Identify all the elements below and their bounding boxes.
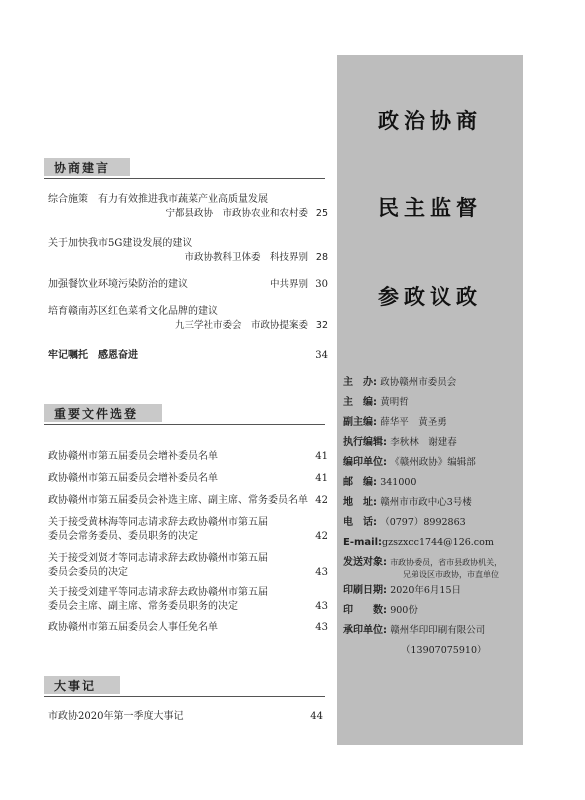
info-row xyxy=(343,601,518,621)
toc-page: 42 xyxy=(315,531,328,542)
slogan: 民主监督 xyxy=(378,196,482,220)
toc-author: 市政协教科卫体委 科技界别 xyxy=(184,252,308,263)
publication-info xyxy=(343,373,518,661)
toc-page: 41 xyxy=(315,451,328,462)
slogan: 政治协商 xyxy=(378,109,482,133)
toc-item[interactable] xyxy=(48,278,328,292)
toc-page: 43 xyxy=(315,601,328,612)
toc-page: 32 xyxy=(315,320,328,331)
toc-page: 25 xyxy=(315,208,328,219)
info-row xyxy=(343,433,518,453)
divider xyxy=(44,178,325,179)
toc-title: 委员会主席、副主席、常务委员职务的决定 xyxy=(48,601,238,612)
toc-item[interactable] xyxy=(48,710,323,724)
info-value: 900份 xyxy=(390,605,418,616)
info-row xyxy=(343,493,518,513)
toc-page: 42 xyxy=(315,495,328,506)
toc-item[interactable] xyxy=(48,516,328,544)
toc-item[interactable] xyxy=(48,586,328,614)
info-key: 主 编: xyxy=(343,397,377,408)
section-title: 大事记 xyxy=(54,678,97,693)
section-header-docs xyxy=(44,404,162,422)
info-value: 薛华平 黄圣勇 xyxy=(380,417,447,428)
info-row xyxy=(343,453,518,473)
toc-title: 关于接受黄林海等同志请求辞去政协赣州市第五届 xyxy=(48,517,268,528)
info-value: 《赣州政协》编辑部 xyxy=(390,457,476,468)
info-value: 兄弟设区市政协，市直单位 xyxy=(403,570,499,579)
info-row xyxy=(343,533,518,553)
toc-item[interactable] xyxy=(48,305,328,333)
info-value: 赣州市市政中心3号楼 xyxy=(380,497,472,508)
toc-item[interactable] xyxy=(48,552,328,580)
slogan: 参政议政 xyxy=(378,285,482,309)
toc-title: 政协赣州市第五届委员会增补委员名单 xyxy=(48,473,218,484)
info-key: 副主编: xyxy=(343,417,377,428)
toc-title: 政协赣州市第五届委员会增补委员名单 xyxy=(48,451,218,462)
info-value: gzszxcc1744@126.com xyxy=(382,537,494,548)
info-value: 市政协委员，省市县政协机关， xyxy=(390,558,503,567)
toc-title: 委员会委员的决定 xyxy=(48,567,128,578)
toc-page: 41 xyxy=(315,473,328,484)
toc-page: 43 xyxy=(315,622,328,633)
info-key: 主 办: xyxy=(343,377,377,388)
toc-author: 宁都县政协 市政协农业和农村委 xyxy=(165,208,308,219)
toc-title: 加强餐饮业环境污染防治的建议 xyxy=(48,279,188,290)
info-key: E-mail: xyxy=(343,537,383,548)
toc-title: 综合施策 有力有效推进我市蔬菜产业高质量发展 xyxy=(48,194,268,205)
toc-title: 关于接受刘贤才等同志请求辞去政协赣州市第五届 xyxy=(48,553,268,564)
info-row xyxy=(343,581,518,601)
section-header-consult xyxy=(44,158,130,176)
section-title: 协商建言 xyxy=(54,160,111,175)
info-value: 2020年6月15日 xyxy=(390,585,461,596)
toc-page: 28 xyxy=(315,252,328,263)
info-value: 政协赣州市委员会 xyxy=(380,377,457,388)
section-title: 重要文件选登 xyxy=(54,406,139,421)
toc-page: 34 xyxy=(315,350,328,361)
info-row xyxy=(343,513,518,533)
toc-title: 政协赣州市第五届委员会人事任免名单 xyxy=(48,622,218,633)
toc-page: 43 xyxy=(315,567,328,578)
toc-title: 牢记嘱托 感恩奋进 xyxy=(48,350,138,361)
divider xyxy=(44,696,325,697)
toc-item[interactable] xyxy=(48,621,328,635)
toc-item[interactable] xyxy=(48,494,328,508)
info-row xyxy=(343,621,518,641)
info-value: 李秋林 谢建春 xyxy=(390,437,457,448)
info-row xyxy=(343,413,518,433)
info-value: 赣州华印印刷有限公司 xyxy=(390,625,486,636)
toc-author: 中共界别 xyxy=(269,279,308,290)
info-key: 邮 编: xyxy=(343,477,377,488)
info-key: 执行编辑: xyxy=(343,437,387,448)
info-row xyxy=(343,393,518,413)
toc-title: 政协赣州市第五届委员会补选主席、副主席、常务委员名单 xyxy=(48,495,308,506)
info-value: （13907075910） xyxy=(401,645,487,656)
info-key: 发送对象: xyxy=(343,557,387,568)
info-key: 编印单位: xyxy=(343,457,387,468)
toc-item[interactable] xyxy=(48,450,328,464)
toc-item[interactable] xyxy=(48,193,328,221)
info-row xyxy=(343,641,518,661)
info-key: 印刷日期: xyxy=(343,585,387,596)
info-row xyxy=(343,373,518,393)
toc-title: 关于加快我市5G建设发展的建议 xyxy=(48,238,193,249)
toc-title: 委员会常务委员、委员职务的决定 xyxy=(48,531,198,542)
info-key: 印 数: xyxy=(343,605,387,616)
toc-item[interactable] xyxy=(48,472,328,486)
toc-page: 30 xyxy=(315,279,328,290)
info-key: 地 址: xyxy=(343,497,377,508)
info-key: 电 话: xyxy=(343,517,377,528)
toc-item[interactable] xyxy=(48,349,328,363)
info-row xyxy=(343,473,518,493)
toc-author: 九三学社市委会 市政协提案委 xyxy=(174,320,308,331)
toc-item[interactable] xyxy=(48,237,328,265)
toc-title: 培育赣南苏区红色菜肴文化品牌的建议 xyxy=(48,306,218,317)
toc-page: 44 xyxy=(310,711,323,722)
info-value: （0797）8992863 xyxy=(380,517,466,528)
info-value: 341000 xyxy=(380,477,417,488)
info-key: 承印单位: xyxy=(343,625,387,636)
divider xyxy=(44,424,325,425)
section-header-events xyxy=(44,676,120,694)
info-value: 黄明哲 xyxy=(380,397,409,408)
toc-title: 关于接受刘建平等同志请求辞去政协赣州市第五届 xyxy=(48,587,268,598)
toc-title: 市政协2020年第一季度大事记 xyxy=(48,711,184,722)
